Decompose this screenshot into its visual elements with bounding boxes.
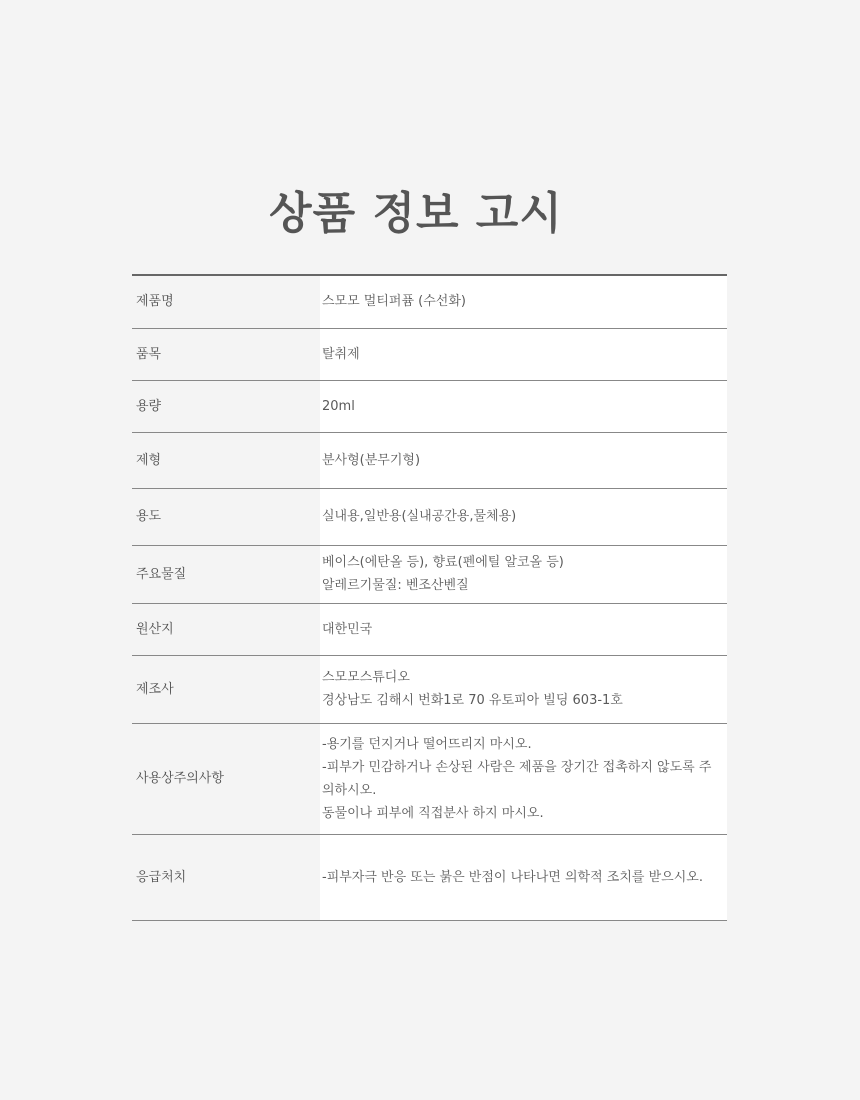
value-line: 20ml (322, 398, 355, 414)
product-info-table (132, 274, 727, 921)
row-label: 응급처치 (132, 834, 320, 920)
table-row-form (132, 432, 727, 488)
table-row-ingredients (132, 545, 727, 603)
row-value (320, 328, 727, 380)
value-line: 동물이나 피부에 직접분사 하지 마시오. (322, 805, 544, 821)
row-label: 용도 (132, 488, 320, 545)
row-label: 제조사 (132, 655, 320, 723)
row-value (320, 834, 727, 920)
table-row-product-name (132, 275, 727, 328)
value-line: -피부가 민감하거나 손상된 사람은 제품을 장기간 접촉하지 않도록 주 (322, 759, 712, 775)
row-label: 제품명 (132, 275, 320, 328)
row-value (320, 488, 727, 545)
value-line: 실내용,일반용(실내공간용,물체용) (322, 509, 517, 524)
value-line: 의하시오. (322, 782, 377, 798)
value-line: 스모모 멀티퍼퓸 (수선화) (322, 294, 466, 310)
row-value (320, 545, 727, 603)
row-label: 품목 (132, 328, 320, 380)
row-value (320, 723, 727, 834)
row-label: 제형 (132, 432, 320, 488)
row-value (320, 432, 727, 488)
value-line: 알레르기물질: 벤조산벤질 (322, 578, 469, 593)
value-line: 베이스(에탄올 등), 향료(펜에틸 알코올 등) (322, 555, 564, 570)
value-line: 탈취제 (322, 346, 360, 362)
table-row-category (132, 328, 727, 380)
row-value (320, 655, 727, 723)
value-line: 스모모스튜디오 (322, 670, 410, 685)
row-label: 사용상주의사항 (132, 723, 320, 834)
page-title: 상품 정보 고시 (269, 188, 563, 239)
table-row-manufacturer (132, 655, 727, 723)
table-row-first-aid (132, 834, 727, 920)
row-label: 주요물질 (132, 545, 320, 603)
row-value (320, 380, 727, 432)
row-label: 원산지 (132, 603, 320, 655)
value-line: 분사형(분무기형) (322, 452, 421, 468)
row-label: 용량 (132, 380, 320, 432)
value-line: 경상남도 김해시 번화1로 70 유토피아 빌딩 603-1호 (322, 693, 623, 708)
row-value (320, 275, 727, 328)
value-line: -피부자극 반응 또는 붉은 반점이 나타나면 의학적 조치를 받으시오. (322, 869, 703, 885)
value-line: 대한민국 (322, 621, 373, 637)
table-row-precautions (132, 723, 727, 834)
value-line: -용기를 던지거나 떨어뜨리지 마시오. (322, 736, 532, 752)
table-row-origin (132, 603, 727, 655)
table-row-usage (132, 488, 727, 545)
row-value (320, 603, 727, 655)
table-row-capacity (132, 380, 727, 432)
